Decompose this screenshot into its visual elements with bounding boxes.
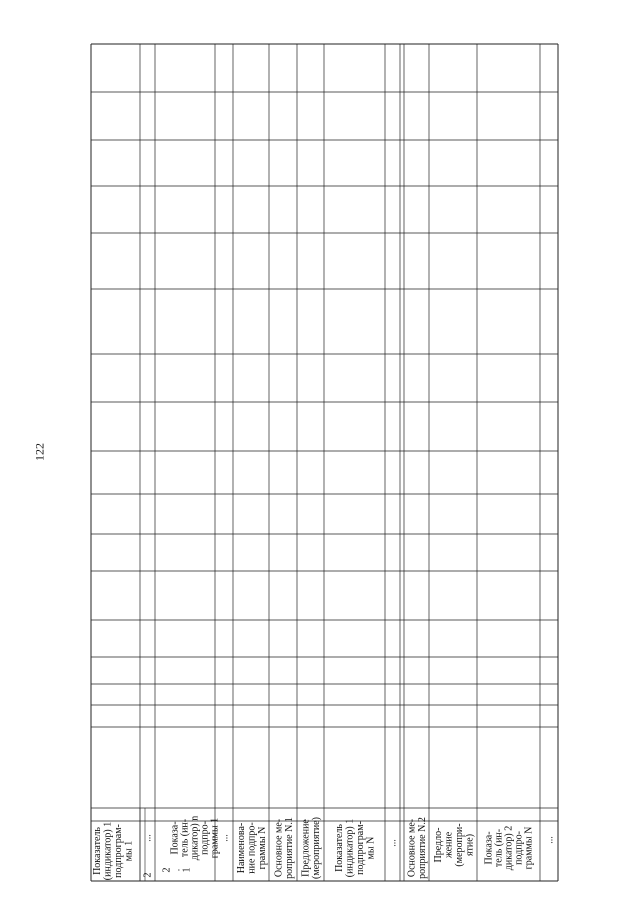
- row-label-line: роприятие N.2: [416, 817, 428, 879]
- row-label-line: 1: [181, 867, 193, 873]
- row-label-line: ние подпро-: [246, 822, 258, 874]
- row-label-line: подпро-: [513, 831, 525, 865]
- row-label-line: Показа-: [483, 831, 495, 865]
- row-label-line: дикатор) n: [189, 815, 201, 861]
- row-label-line: ятие): [464, 833, 476, 857]
- table-row-label: [143, 834, 154, 842]
- row-label-line: (меропри-: [453, 823, 465, 867]
- row-label-line: подпрограм-: [112, 824, 124, 878]
- row-label-line: Показа-: [169, 821, 181, 855]
- table-row-label: [236, 822, 268, 873]
- row-label-line: жение: [443, 831, 455, 859]
- table-row-label: [92, 822, 135, 880]
- row-label-line: граммы N: [257, 826, 268, 870]
- row-label-line: подпрограм-: [354, 821, 366, 875]
- row-label-line: мы 1: [123, 840, 135, 862]
- row-label-line: 2: [142, 872, 154, 878]
- row-label-line: .: [171, 868, 183, 872]
- table-row-label: [334, 819, 377, 877]
- page-number: 122: [32, 443, 47, 461]
- table-row-label: [433, 823, 476, 866]
- row-label-line: ...: [142, 834, 154, 842]
- row-label-line: граммы N: [523, 826, 535, 870]
- row-label-line: (индикатор) 1: [344, 818, 356, 878]
- row-label-line: (мероприятие): [310, 817, 322, 879]
- row-label-line: граммы 1: [209, 817, 221, 859]
- table-row-label: [143, 873, 154, 878]
- row-label-line: роприятие N.1: [283, 817, 295, 879]
- row-label-line: Предложение: [300, 819, 312, 877]
- table-row-label: [484, 826, 535, 870]
- row-label-line: Показатель: [333, 824, 345, 872]
- row-label-line: тель (ин-: [179, 818, 191, 858]
- row-label-line: Основное ме-: [406, 818, 418, 878]
- table-row-label: [162, 868, 193, 873]
- row-label-line: Основное ме-: [273, 818, 285, 878]
- row-labels: [92, 816, 556, 880]
- row-label-line: Предло-: [432, 827, 444, 863]
- row-label-line: тель (ин-: [493, 828, 505, 868]
- row-label-line: Показатель: [91, 827, 103, 875]
- row-label-line: дикатор) 2: [503, 825, 515, 871]
- row-label-line: Наименова-: [236, 822, 247, 874]
- table-grid: [91, 44, 558, 881]
- row-label-line: ...: [387, 839, 399, 847]
- table-row-label: [406, 817, 428, 879]
- table-row-label: [545, 836, 556, 844]
- table-row-label: [170, 816, 221, 860]
- row-label-line: (индикатор) 1: [102, 821, 114, 881]
- table-row-label: [388, 839, 399, 847]
- row-label-line: ...: [219, 834, 231, 842]
- row-label-line: мы N: [365, 836, 377, 860]
- table-row-label: [300, 817, 322, 879]
- row-label-line: ...: [544, 836, 556, 844]
- row-label-line: 2: [161, 867, 173, 873]
- table-row-label: [273, 817, 295, 879]
- table-row-label: [220, 834, 231, 842]
- row-label-line: подпро-: [199, 821, 211, 855]
